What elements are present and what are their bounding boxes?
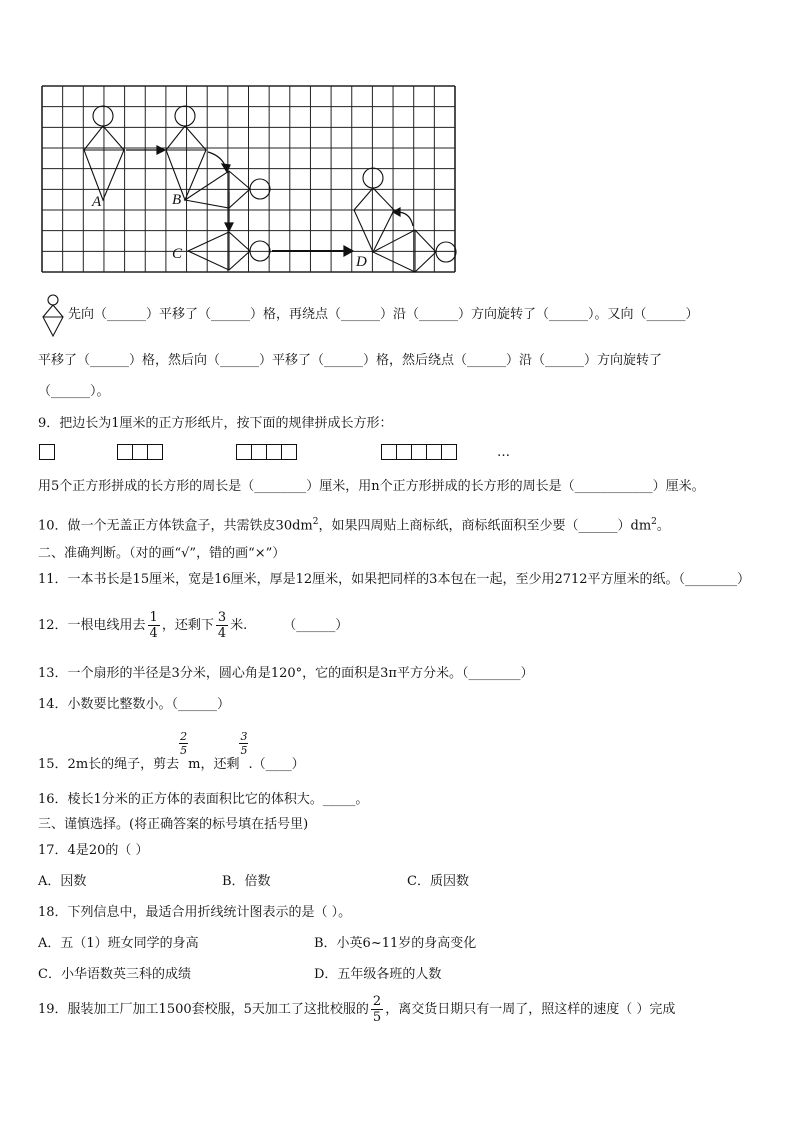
q19	[38, 992, 675, 1028]
square	[236, 444, 252, 460]
q10-part1: 10．做一个无盖正方体铁盒子，共需铁皮30	[38, 518, 293, 534]
shape-d	[354, 168, 456, 272]
label-a: A	[92, 194, 102, 210]
square	[396, 444, 412, 460]
q12-blank: （______）	[283, 618, 349, 633]
frac-num: 3	[217, 610, 227, 625]
label-b: B	[172, 192, 182, 208]
label-d: D	[356, 254, 367, 270]
q10-unit: dm	[292, 518, 313, 534]
q9-answer-line: 用5个正方形拼成的长方形的周长是（________）厘米，用n个正方形拼成的长方形的周长是（____________）厘米。	[38, 479, 705, 494]
q15-text-b: m，还剩	[188, 757, 240, 772]
frac-num: 2	[180, 730, 188, 743]
q19-text-a: 19．服装加工厂加工1500套校服，5天加工了这批校服的	[38, 1002, 369, 1017]
square	[426, 444, 442, 460]
frac-num: 1	[149, 610, 158, 625]
q14: 14．小数要比整数小。（______）	[38, 697, 231, 712]
q9-stem: 9．把边长为1厘米的正方形纸片，按下面的规律拼成长方形：	[38, 416, 393, 431]
frac-den: 5	[180, 744, 188, 757]
square	[39, 444, 55, 460]
frac-den: 4	[217, 626, 227, 641]
frac-num: 3	[240, 730, 248, 743]
q18-option-b[interactable]: B．小英6~11岁的身高变化	[314, 936, 477, 951]
square	[132, 444, 148, 460]
frac-den: 4	[149, 626, 158, 641]
ellipsis: …	[497, 445, 510, 460]
transformation-grid-figure	[0, 0, 794, 290]
square	[117, 444, 133, 460]
q18-option-d[interactable]: D．五年级各班的人数	[314, 967, 442, 982]
square	[441, 444, 457, 460]
frac-den: 5	[240, 744, 248, 757]
q8-line2: 平移了（______）格，然后向（______）平移了（______）格，然后绕点（______）沿（______）方向旋转了	[38, 353, 663, 368]
q17-option-b[interactable]: B．倍数	[222, 874, 271, 889]
square	[147, 444, 163, 460]
q12-text-c: 米.	[230, 618, 248, 633]
q8-line1: 先向（______）平移了（______）格，再绕点（______）沿（______）方向旋转了（______）。又向（______）	[68, 307, 699, 322]
small-figure-icon	[38, 292, 66, 340]
q16: 16．棱长1分米的正方体的表面积比它的体积大。_____。	[38, 792, 369, 807]
q18-option-c[interactable]: C．小华语数英三科的成绩	[38, 967, 191, 982]
q10-exp2: 2	[651, 517, 657, 527]
square	[251, 444, 267, 460]
square	[281, 444, 297, 460]
q10	[38, 512, 670, 536]
q11: 11．一本书长是15厘米，宽是16厘米，厚是12厘米，如果把同样的3本包在一起，至少用2712平方厘米的纸。（________）	[38, 572, 751, 587]
fraction-3-5	[239, 730, 248, 757]
square	[411, 444, 427, 460]
square	[266, 444, 282, 460]
frac-num: 2	[372, 994, 382, 1009]
q17-option-a[interactable]: A．因数	[38, 874, 87, 889]
q18-option-a[interactable]: A．五（1）班女同学的身高	[38, 936, 199, 951]
q12-text-a: 12．一根电线用去	[38, 618, 146, 633]
q18-stem: 18．下列信息中，最适合用折线统计图表示的是（ ）。	[38, 905, 352, 920]
q12	[38, 608, 348, 644]
fraction-2-5	[179, 730, 188, 757]
q15	[38, 730, 305, 788]
q10-unit2: dm	[630, 518, 652, 534]
q10-part2: ，如果四周贴上商标纸，商标纸面积至少要（______）	[318, 518, 631, 534]
q17-stem: 17．4是20的（ ）	[38, 843, 149, 858]
label-c: C	[172, 246, 183, 262]
fraction-2-5	[371, 994, 383, 1025]
q13: 13．一个扇形的半径是3分米，圆心角是120°，它的面积是3π平方分米。（________）	[38, 666, 534, 681]
q12-text-b: ，还剩下	[161, 618, 214, 633]
q19-text-b: ，离交货日期只有一周了，照这样的速度（ ）完成	[385, 1002, 676, 1017]
q10-exp: 2	[312, 517, 319, 527]
section-2-heading: 二、准确判断。（对的画“√”，错的画“×”）	[38, 546, 286, 561]
section-3-heading: 三、谨慎选择。(将正确答案的标号填在括号里)	[38, 817, 309, 832]
fraction-1-4	[148, 610, 160, 641]
q15-text-c: .（____）	[248, 757, 305, 772]
frac-den: 5	[372, 1010, 382, 1025]
fraction-3-4	[216, 610, 228, 641]
q8-line3: （______）。	[38, 384, 110, 399]
q17-option-c[interactable]: C．质因数	[407, 874, 469, 889]
grid-lines	[42, 86, 455, 272]
square	[381, 444, 397, 460]
q15-text-a: 15．2m长的绳子，剪去	[38, 757, 180, 772]
q10-end: 。	[656, 518, 670, 534]
